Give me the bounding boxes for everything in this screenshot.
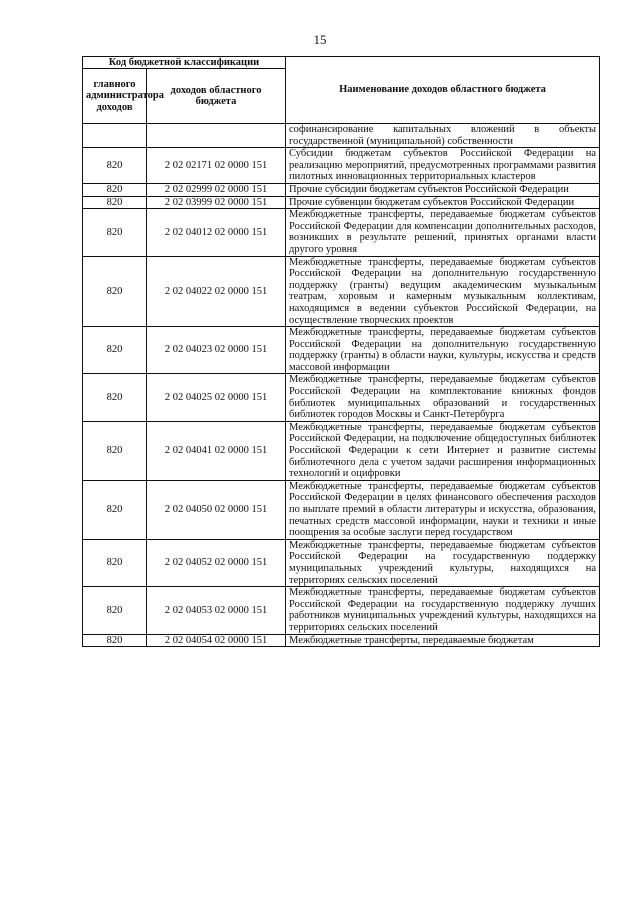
- income-code-cell: 2 02 04041 02 0000 151: [147, 421, 286, 480]
- table-row: [83, 196, 600, 209]
- admin-code-cell: 820: [83, 587, 147, 634]
- income-name-cell: Межбюджетные трансферты, передаваемые бюджетам субъектов Российской Федерации на дополнительную государственную поддержку (гранты) ведущим академическим музыкальным театрам, хоровым и камерным музыкальным коллективам, находящимся в ведении субъектов Российской Федерации, на осуществление творческих проектов: [286, 256, 600, 327]
- admin-code-cell: 820: [83, 183, 147, 196]
- income-code-cell: 2 02 02171 02 0000 151: [147, 148, 286, 184]
- income-code-cell: 2 02 04052 02 0000 151: [147, 539, 286, 586]
- admin-column-header: главного администратора доходов: [83, 69, 147, 124]
- income-name-cell: Прочие субсидии бюджетам субъектов Российской Федерации: [286, 183, 600, 196]
- income-name-cell: Межбюджетные трансферты, передаваемые бюджетам субъектов Российской Федерации на комплектование книжных фондов библиотек муниципальных образований и государственных библиотек городов Москвы и Санкт-Петербурга: [286, 374, 600, 421]
- table-row: [83, 183, 600, 196]
- admin-code-cell: 820: [83, 480, 147, 539]
- table-header: [83, 57, 600, 124]
- admin-code-cell: 820: [83, 374, 147, 421]
- budget-classification-table: [82, 56, 600, 647]
- classification-code-header: Код бюджетной классификации: [83, 57, 286, 69]
- table-row: [83, 256, 600, 327]
- table-body: [83, 124, 600, 647]
- income-code-cell: 2 02 02999 02 0000 151: [147, 183, 286, 196]
- admin-code-cell: [83, 124, 147, 148]
- admin-code-cell: 820: [83, 421, 147, 480]
- income-name-cell: Прочие субвенции бюджетам субъектов Российской Федерации: [286, 196, 600, 209]
- admin-code-cell: 820: [83, 327, 147, 374]
- income-code-cell: [147, 124, 286, 148]
- income-name-cell: Межбюджетные трансферты, передаваемые бюджетам субъектов Российской Федерации для компенсации дополнительных расходов, возникших в результате решений, принятых органами власти другого уровня: [286, 209, 600, 256]
- income-code-cell: 2 02 04050 02 0000 151: [147, 480, 286, 539]
- income-code-cell: 2 02 04054 02 0000 151: [147, 634, 286, 647]
- income-name-cell: Субсидии бюджетам субъектов Российской Федерации на реализацию мероприятий, предусмотренных программами развития пилотных инновационных территориальных кластеров: [286, 148, 600, 184]
- income-code-cell: 2 02 04012 02 0000 151: [147, 209, 286, 256]
- income-code-cell: 2 02 04022 02 0000 151: [147, 256, 286, 327]
- income-code-cell: 2 02 04053 02 0000 151: [147, 587, 286, 634]
- admin-code-cell: 820: [83, 539, 147, 586]
- table-row: [83, 327, 600, 374]
- income-name-cell: Межбюджетные трансферты, передаваемые бюджетам: [286, 634, 600, 647]
- income-code-cell: 2 02 04023 02 0000 151: [147, 327, 286, 374]
- admin-code-cell: 820: [83, 196, 147, 209]
- income-name-cell: Межбюджетные трансферты, передаваемые бюджетам субъектов Российской Федерации, на подключение общедоступных библиотек Российской Федерации к сети Интернет и развитие системы библиотечного дела с учетом задачи расширения информационных технологий и оцифровки: [286, 421, 600, 480]
- admin-code-cell: 820: [83, 256, 147, 327]
- income-name-cell: Межбюджетные трансферты, передаваемые бюджетам субъектов Российской Федерации на государственную поддержку лучших работников муниципальных учреждений культуры, находящихся на территориях сельских поселений: [286, 587, 600, 634]
- table-row: [83, 148, 600, 184]
- table-row: [83, 480, 600, 539]
- table-row: [83, 421, 600, 480]
- admin-code-cell: 820: [83, 148, 147, 184]
- income-code-cell: 2 02 04025 02 0000 151: [147, 374, 286, 421]
- table-row: [83, 539, 600, 586]
- income-name-cell: Межбюджетные трансферты, передаваемые бюджетам субъектов Российской Федерации в целях финансового обеспечения расходов по выплате премий в области литературы и искусства, образования, печатных средств массовой информации, науки и техники и иные поощрения за особые заслуги перед государством: [286, 480, 600, 539]
- table-row: [83, 209, 600, 256]
- admin-code-cell: 820: [83, 209, 147, 256]
- table-row: [83, 587, 600, 634]
- table-row: [83, 634, 600, 647]
- table-row: [83, 124, 600, 148]
- code-column-header: доходов областного бюджета: [147, 69, 286, 124]
- income-name-cell: Межбюджетные трансферты, передаваемые бюджетам субъектов Российской Федерации на государственную поддержку муниципальных учреждений культуры, находящихся на территориях сельских поселений: [286, 539, 600, 586]
- income-name-cell: софинансирование капитальных вложений в объекты государственной (муниципальной) собственности: [286, 124, 600, 148]
- admin-code-cell: 820: [83, 634, 147, 647]
- table-row: [83, 374, 600, 421]
- income-code-cell: 2 02 03999 02 0000 151: [147, 196, 286, 209]
- page-number: 15: [313, 32, 327, 47]
- income-name-cell: Межбюджетные трансферты, передаваемые бюджетам субъектов Российской Федерации на дополнительную государственную поддержку (гранты) в области науки, культуры, искусства и средств массовой информации: [286, 327, 600, 374]
- name-column-header: Наименование доходов областного бюджета: [286, 57, 600, 124]
